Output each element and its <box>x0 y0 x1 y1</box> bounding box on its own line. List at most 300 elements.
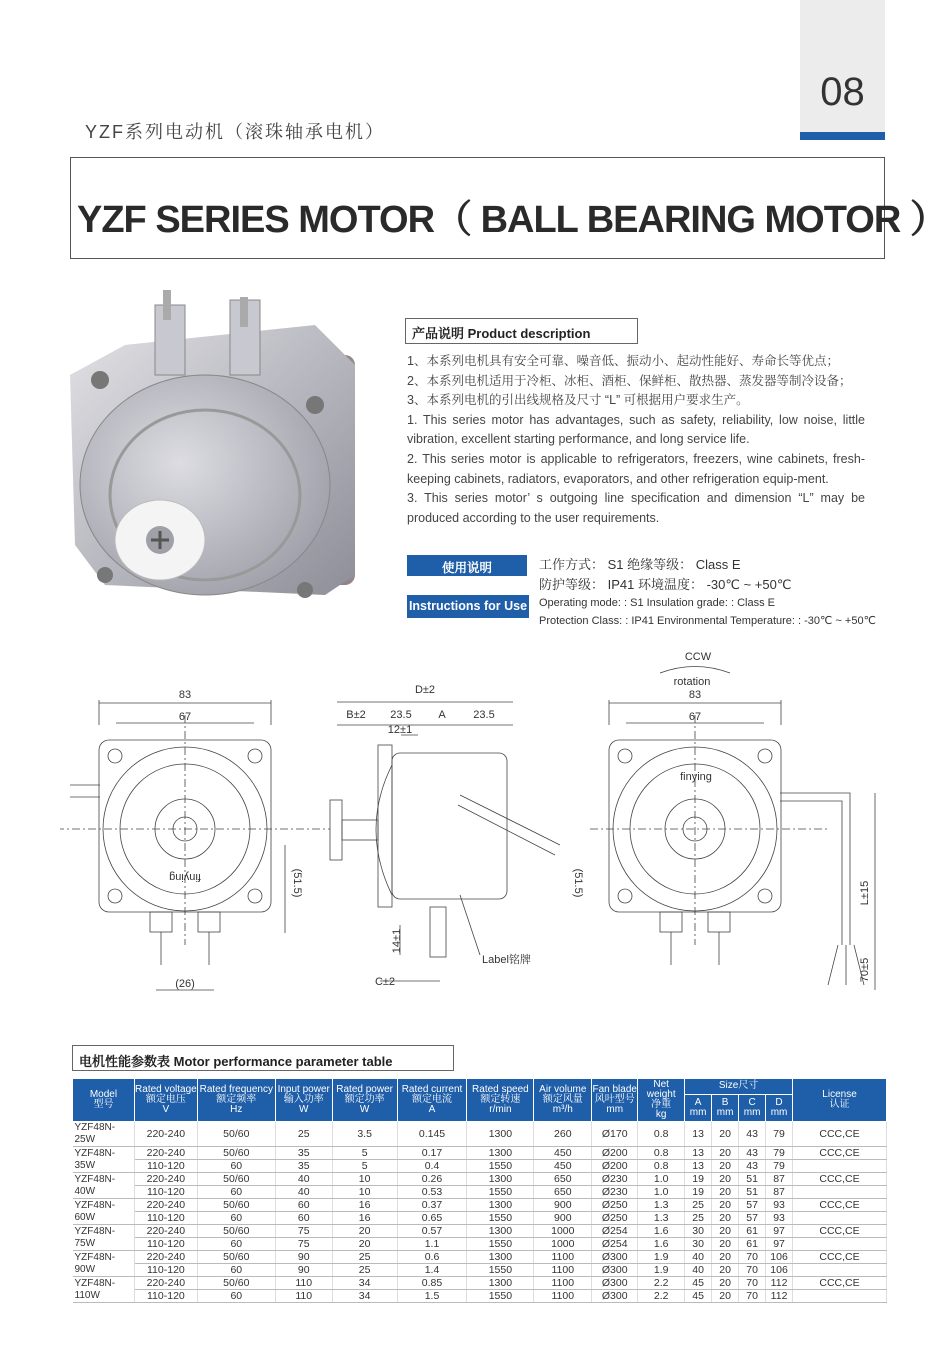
table-cell: 79 <box>766 1122 793 1147</box>
header-unit: Hz <box>230 1104 243 1115</box>
desc-cn-line-2: 2、本系列电机适用于冷柜、冰柜、酒柜、保鲜柜、散热器、蒸发器等制冷设备； <box>407 373 852 388</box>
table-header-size-a <box>685 1094 712 1121</box>
table-cell: 25 <box>275 1122 332 1147</box>
table-cell: 1550 <box>467 1212 534 1225</box>
table-cell: 260 <box>534 1122 592 1147</box>
table-cell: CCC,CE <box>793 1251 887 1264</box>
table-cell: 35 <box>275 1147 332 1160</box>
table-cell: 10 <box>332 1173 397 1186</box>
table-header-7 <box>467 1079 534 1122</box>
header-cn: 额定功率 <box>344 1094 385 1105</box>
table-cell: 110-120 <box>134 1264 197 1277</box>
front-dim-26: (26) <box>175 978 195 990</box>
table-cell: 60 <box>275 1212 332 1225</box>
header-unit: V <box>162 1104 170 1115</box>
table-cell: 1100 <box>534 1251 592 1264</box>
table-cell <box>793 1264 887 1277</box>
table-header-10 <box>638 1079 685 1122</box>
table-cell: 0.8 <box>638 1122 685 1147</box>
table-cell: 0.57 <box>397 1225 467 1238</box>
table-cell: 25 <box>332 1251 397 1264</box>
table-cell: 220-240 <box>134 1122 197 1147</box>
table-cell: 3.5 <box>332 1122 397 1147</box>
motor-performance-table <box>72 1078 887 1303</box>
table-cell: 61 <box>739 1225 766 1238</box>
front-dim-83: 83 <box>178 689 192 701</box>
rear-rotation: rotation <box>673 676 711 688</box>
table-row <box>73 1238 887 1251</box>
table-cell: 35 <box>275 1160 332 1173</box>
table-cell: Ø300 <box>592 1251 638 1264</box>
table-cell: 34 <box>332 1290 397 1303</box>
header-en: Input power <box>277 1084 330 1095</box>
table-cell: 1550 <box>467 1160 534 1173</box>
header-cn: 额定电压 <box>145 1094 186 1105</box>
header-en: Air volume <box>539 1084 587 1095</box>
table-cell: 0.145 <box>397 1122 467 1147</box>
side-view-drawing <box>330 702 560 981</box>
rear-dim-l: L±15 <box>859 880 871 906</box>
table-row <box>73 1199 887 1212</box>
header-en: Fan blade <box>592 1084 637 1095</box>
desc-en-line-2: 2. This series motor is applicable to refrigerators, freezers, wine cabinets, fresh-keeping cabinets, radiators, evaporators, and other refrigeration equip-ment. <box>407 451 865 486</box>
table-cell: 1.6 <box>638 1225 685 1238</box>
table-cell: 43 <box>739 1122 766 1147</box>
table-cell <box>793 1212 887 1225</box>
front-dim-67: 67 <box>178 711 192 723</box>
table-cell: 1.5 <box>397 1290 467 1303</box>
table-cell: 1300 <box>467 1147 534 1160</box>
table-cell: 1000 <box>534 1225 592 1238</box>
table-cell: 20 <box>332 1238 397 1251</box>
table-cell: 40 <box>275 1173 332 1186</box>
table-cell: Ø250 <box>592 1199 638 1212</box>
table-cell: 20 <box>712 1290 739 1303</box>
table-cell: 20 <box>712 1225 739 1238</box>
table-cell: 20 <box>712 1199 739 1212</box>
table-header-5 <box>332 1079 397 1122</box>
page-number-box <box>800 0 885 140</box>
model-cell: YZF48N-60W <box>73 1199 135 1225</box>
rear-dim-67: 67 <box>688 711 702 723</box>
table-cell: 50/60 <box>197 1225 275 1238</box>
table-cell: 50/60 <box>197 1277 275 1290</box>
table-cell: 1300 <box>467 1199 534 1212</box>
table-cell: 112 <box>766 1290 793 1303</box>
header-cn: 净重 <box>651 1099 672 1110</box>
table-cell: 220-240 <box>134 1277 197 1290</box>
header-en: License <box>822 1089 857 1100</box>
table-header-1 <box>73 1079 135 1122</box>
table-cell: 110 <box>275 1277 332 1290</box>
usage-cn-line-2: 防护等级： IP41 环境温度： -30℃ ~ +50℃ <box>539 577 792 592</box>
table-cell: 650 <box>534 1186 592 1199</box>
table-cell: Ø300 <box>592 1290 638 1303</box>
table-cell: 20 <box>332 1225 397 1238</box>
table-cell: CCC,CE <box>793 1277 887 1290</box>
header-unit: mm <box>770 1106 788 1118</box>
table-cell: 220-240 <box>134 1251 197 1264</box>
table-cell: 16 <box>332 1199 397 1212</box>
table-cell: 20 <box>712 1212 739 1225</box>
table-cell <box>793 1186 887 1199</box>
table-cell: 110-120 <box>134 1160 197 1173</box>
table-row <box>73 1251 887 1264</box>
table-cell: 10 <box>332 1186 397 1199</box>
table-cell: 1.0 <box>638 1186 685 1199</box>
table-cell: 60 <box>197 1290 275 1303</box>
table-cell: 220-240 <box>134 1147 197 1160</box>
table-cell: 1100 <box>534 1277 592 1290</box>
page-number-accent-bar <box>800 132 885 140</box>
table-cell: 0.17 <box>397 1147 467 1160</box>
header-en: A <box>694 1096 702 1108</box>
table-cell: 650 <box>534 1173 592 1186</box>
table-cell: 0.53 <box>397 1186 467 1199</box>
table-cell: 40 <box>685 1264 712 1277</box>
table-cell: 1550 <box>467 1238 534 1251</box>
header-unit: mm <box>743 1106 761 1118</box>
header-en: Rated speed <box>472 1084 529 1095</box>
table-cell: 0.26 <box>397 1173 467 1186</box>
table-cell: 19 <box>685 1173 712 1186</box>
table-cell: 60 <box>197 1264 275 1277</box>
table-cell: 45 <box>685 1290 712 1303</box>
page-number: 08 <box>820 70 865 114</box>
table-cell: CCC,CE <box>793 1225 887 1238</box>
table-cell: 1.3 <box>638 1199 685 1212</box>
header-en: Rated power <box>336 1084 393 1095</box>
table-cell: 1550 <box>467 1186 534 1199</box>
table-header-size-d <box>766 1094 793 1121</box>
table-cell: 2.2 <box>638 1277 685 1290</box>
table-cell: 90 <box>275 1264 332 1277</box>
table-cell: 19 <box>685 1186 712 1199</box>
header-en: C <box>748 1096 756 1108</box>
table-header-size-c <box>739 1094 766 1121</box>
table-cell: 50/60 <box>197 1122 275 1147</box>
table-cell: 1.1 <box>397 1238 467 1251</box>
table-cell: 40 <box>685 1251 712 1264</box>
table-cell: 51 <box>739 1186 766 1199</box>
table-cell: Ø200 <box>592 1147 638 1160</box>
header-unit: kg <box>655 1109 667 1120</box>
front-brand: finying <box>169 871 201 883</box>
motor-photo <box>65 285 365 605</box>
rear-dim-51: (51.5) <box>572 868 584 898</box>
table-cell: 50/60 <box>197 1199 275 1212</box>
table-cell: 106 <box>766 1251 793 1264</box>
header-unit: r/min <box>489 1104 512 1115</box>
table-cell: 57 <box>739 1212 766 1225</box>
table-cell: Ø230 <box>592 1186 638 1199</box>
table-cell: 110 <box>275 1290 332 1303</box>
table-cell: CCC,CE <box>793 1173 887 1186</box>
table-row <box>73 1277 887 1290</box>
table-row <box>73 1186 887 1199</box>
chinese-title: YZF系列电动机（滚珠轴承电机） <box>85 122 385 142</box>
desc-en-line-1: 1. This series motor has advantages, such as safety, reliability, low noise, little vibration, excellent starting performance, and long service life. <box>407 412 865 447</box>
header-cn: 型号 <box>93 1099 114 1110</box>
table-cell: 57 <box>739 1199 766 1212</box>
table-cell: 0.85 <box>397 1277 467 1290</box>
table-cell: 50/60 <box>197 1173 275 1186</box>
table-cell: 61 <box>739 1238 766 1251</box>
table-cell: 20 <box>712 1251 739 1264</box>
table-cell: Ø300 <box>592 1264 638 1277</box>
table-cell: 2.2 <box>638 1290 685 1303</box>
model-cell: YZF48N-35W <box>73 1147 135 1173</box>
table-cell: 1300 <box>467 1173 534 1186</box>
table-cell: 1.9 <box>638 1251 685 1264</box>
table-body <box>73 1122 887 1303</box>
table-cell: 900 <box>534 1199 592 1212</box>
table-cell: 20 <box>712 1264 739 1277</box>
table-header-8 <box>534 1079 592 1122</box>
table-cell: 20 <box>712 1160 739 1173</box>
usage-en-line-2: Protection Class: : IP41 Environmental Temperature: : -30℃ ~ +50℃ <box>539 615 876 627</box>
table-cell: 75 <box>275 1225 332 1238</box>
table-cell: 0.8 <box>638 1147 685 1160</box>
table-cell: 50/60 <box>197 1147 275 1160</box>
header-en: Rated voltage <box>135 1084 197 1095</box>
table-cell: Ø254 <box>592 1238 638 1251</box>
rear-view-drawing <box>590 667 875 991</box>
table-cell: CCC,CE <box>793 1122 887 1147</box>
table-cell: 20 <box>712 1277 739 1290</box>
table-cell: 30 <box>685 1238 712 1251</box>
desc-en-line-3: 3. This series motor’ s outgoing line specification and dimension “L” may be produced according to the user requirements. <box>407 491 865 525</box>
front-dim-51: (51.5) <box>291 868 303 898</box>
table-cell: 60 <box>197 1238 275 1251</box>
table-cell: 25 <box>332 1264 397 1277</box>
table-cell: 20 <box>712 1238 739 1251</box>
table-cell: 1300 <box>467 1225 534 1238</box>
technical-drawings <box>60 645 890 1005</box>
side-dim-b: B±2 <box>346 709 366 721</box>
header-cn: 额定风量 <box>542 1094 583 1105</box>
product-description-text <box>407 352 865 528</box>
table-cell: 1550 <box>467 1290 534 1303</box>
header-cn: 风叶型号 <box>594 1094 635 1105</box>
table-row <box>73 1147 887 1160</box>
table-cell: 43 <box>739 1147 766 1160</box>
table-cell: 97 <box>766 1225 793 1238</box>
table-cell: 45 <box>685 1277 712 1290</box>
table-header-license <box>793 1079 887 1122</box>
table-cell: 20 <box>712 1122 739 1147</box>
table-cell: 1100 <box>534 1290 592 1303</box>
header-unit: m³/h <box>552 1104 573 1115</box>
table-row <box>73 1225 887 1238</box>
table-cell: 1.9 <box>638 1264 685 1277</box>
table-cell: 1550 <box>467 1264 534 1277</box>
table-cell: 25 <box>685 1199 712 1212</box>
header-unit: W <box>359 1104 370 1115</box>
header-en: D <box>775 1096 783 1108</box>
table-cell: CCC,CE <box>793 1147 887 1160</box>
table-cell: 97 <box>766 1238 793 1251</box>
table-cell: 16 <box>332 1212 397 1225</box>
header-en: Net weight <box>646 1079 676 1100</box>
table-cell: 13 <box>685 1122 712 1147</box>
header-en: Rated frequency <box>199 1084 273 1095</box>
side-dim-d: D±2 <box>414 684 436 696</box>
header-cn: 额定电流 <box>412 1094 452 1105</box>
table-cell: 60 <box>197 1160 275 1173</box>
rear-ccw: CCW <box>684 651 712 663</box>
header-unit: A <box>428 1104 436 1115</box>
table-row <box>73 1160 887 1173</box>
desc-cn-line-1: 1、本系列电机具有安全可靠、噪音低、振动小、起动性能好、寿命长等优点； <box>407 354 839 368</box>
table-cell: Ø230 <box>592 1173 638 1186</box>
table-cell: 50/60 <box>197 1251 275 1264</box>
table-cell: 60 <box>197 1212 275 1225</box>
header-cn: 额定转速 <box>480 1094 521 1105</box>
table-cell: 70 <box>739 1251 766 1264</box>
table-cell: 110-120 <box>134 1212 197 1225</box>
header-en: B <box>721 1096 729 1108</box>
table-cell: 220-240 <box>134 1173 197 1186</box>
table-cell: 0.65 <box>397 1212 467 1225</box>
table-header-size: Size尺寸 <box>685 1079 793 1095</box>
table-cell: 79 <box>766 1147 793 1160</box>
front-view-drawing <box>60 700 330 990</box>
model-cell: YZF48N-90W <box>73 1251 135 1277</box>
header-unit: mm <box>606 1104 624 1115</box>
table-cell: 1.0 <box>638 1173 685 1186</box>
table-cell: 20 <box>712 1186 739 1199</box>
table-cell: 0.8 <box>638 1160 685 1173</box>
model-cell: YZF48N-25W <box>73 1122 135 1147</box>
table-cell: 110-120 <box>134 1186 197 1199</box>
table-cell: 60 <box>275 1199 332 1212</box>
table-cell: 93 <box>766 1212 793 1225</box>
table-cell: 93 <box>766 1199 793 1212</box>
table-cell: 900 <box>534 1212 592 1225</box>
table-cell: 79 <box>766 1160 793 1173</box>
side-dim-c: C±2 <box>374 976 396 988</box>
table-cell: 450 <box>534 1147 592 1160</box>
table-header-9 <box>592 1079 638 1122</box>
rear-dim-83: 83 <box>688 689 702 701</box>
table-cell: 1.3 <box>638 1212 685 1225</box>
header-en: Rated current <box>401 1084 463 1095</box>
table-cell: Ø254 <box>592 1225 638 1238</box>
table-cell: 34 <box>332 1277 397 1290</box>
usage-cn-badge: 使用说明 <box>407 555 527 576</box>
table-cell: 220-240 <box>134 1199 197 1212</box>
table-cell: 1100 <box>534 1264 592 1277</box>
table-cell: 106 <box>766 1264 793 1277</box>
table-cell: 220-240 <box>134 1225 197 1238</box>
table-cell: 20 <box>712 1147 739 1160</box>
table-cell: Ø250 <box>592 1212 638 1225</box>
table-cell: 13 <box>685 1160 712 1173</box>
rear-brand: finying <box>680 771 712 783</box>
header-cn: 输入功率 <box>283 1094 324 1105</box>
table-cell: 75 <box>275 1238 332 1251</box>
side-dim-235-b: 23.5 <box>473 709 495 721</box>
table-cell: 87 <box>766 1173 793 1186</box>
table-cell: 90 <box>275 1251 332 1264</box>
table-cell: 110-120 <box>134 1238 197 1251</box>
table-header-3 <box>197 1079 275 1122</box>
table-cell: Ø300 <box>592 1277 638 1290</box>
table-cell: 70 <box>739 1277 766 1290</box>
header-unit: W <box>298 1104 309 1115</box>
table-cell: 0.4 <box>397 1160 467 1173</box>
table-cell: 70 <box>739 1264 766 1277</box>
table-cell: 0.37 <box>397 1199 467 1212</box>
table-cell: 1300 <box>467 1122 534 1147</box>
side-label-callout: Label铭牌 <box>482 954 531 966</box>
table-cell: 1.4 <box>397 1264 467 1277</box>
table-cell: 1000 <box>534 1238 592 1251</box>
header-unit: mm <box>716 1106 734 1118</box>
table-cell: 70 <box>739 1290 766 1303</box>
table-cell: CCC,CE <box>793 1199 887 1212</box>
table-cell: 1300 <box>467 1277 534 1290</box>
table-cell: 87 <box>766 1186 793 1199</box>
table-cell: 450 <box>534 1160 592 1173</box>
table-cell: 112 <box>766 1277 793 1290</box>
table-cell: 1300 <box>467 1251 534 1264</box>
table-heading: 电机性能参数表 Motor performance parameter table <box>72 1045 454 1071</box>
table-cell: 60 <box>197 1186 275 1199</box>
model-cell: YZF48N-110W <box>73 1277 135 1303</box>
usage-en-line-1: Operating mode: : S1 Insulation grade: : Class E <box>539 597 776 609</box>
side-dim-a: A <box>438 709 446 721</box>
table-row <box>73 1122 887 1147</box>
side-dim-235-a: 23.5 <box>390 709 412 721</box>
table-cell <box>793 1160 887 1173</box>
usage-en-badge: Instructions for Use <box>407 595 529 618</box>
title-box <box>70 157 947 259</box>
header-cn: 额定频率 <box>216 1094 257 1105</box>
table-header-4 <box>275 1079 332 1122</box>
table-cell: 25 <box>685 1212 712 1225</box>
model-cell: YZF48N-40W <box>73 1173 135 1199</box>
rear-dim-70: 70±5 <box>859 957 871 983</box>
table-header-size-b <box>712 1094 739 1121</box>
header-cn: 认证 <box>829 1099 850 1110</box>
header-en: Model <box>89 1089 118 1100</box>
side-dim-14: 14±1 <box>391 928 403 954</box>
table-cell: 43 <box>739 1160 766 1173</box>
table-row <box>73 1212 887 1225</box>
table-cell: 5 <box>332 1147 397 1160</box>
page-title: YZF SERIES MOTOR（ BALL BEARING MOTOR ） <box>77 199 947 241</box>
table-header-2 <box>134 1079 197 1122</box>
table-cell: 110-120 <box>134 1290 197 1303</box>
table-cell: 5 <box>332 1160 397 1173</box>
product-description-heading: 产品说明 Product description <box>405 318 638 344</box>
desc-cn-line-3: 3、本系列电机的引出线规格及尺寸 “L” 可根据用户要求生产。 <box>407 393 749 408</box>
table-row <box>73 1173 887 1186</box>
table-cell: 0.6 <box>397 1251 467 1264</box>
table-cell <box>793 1238 887 1251</box>
table-cell: 1.6 <box>638 1238 685 1251</box>
table-cell: Ø170 <box>592 1122 638 1147</box>
model-cell: YZF48N-75W <box>73 1225 135 1251</box>
usage-cn-line-1: 工作方式： S1 绝缘等级： Class E <box>539 557 741 572</box>
table-cell <box>793 1290 887 1303</box>
table-cell: 20 <box>712 1173 739 1186</box>
header-unit: mm <box>689 1106 707 1118</box>
table-row <box>73 1290 887 1303</box>
side-dim-12: 12±1 <box>387 724 413 736</box>
